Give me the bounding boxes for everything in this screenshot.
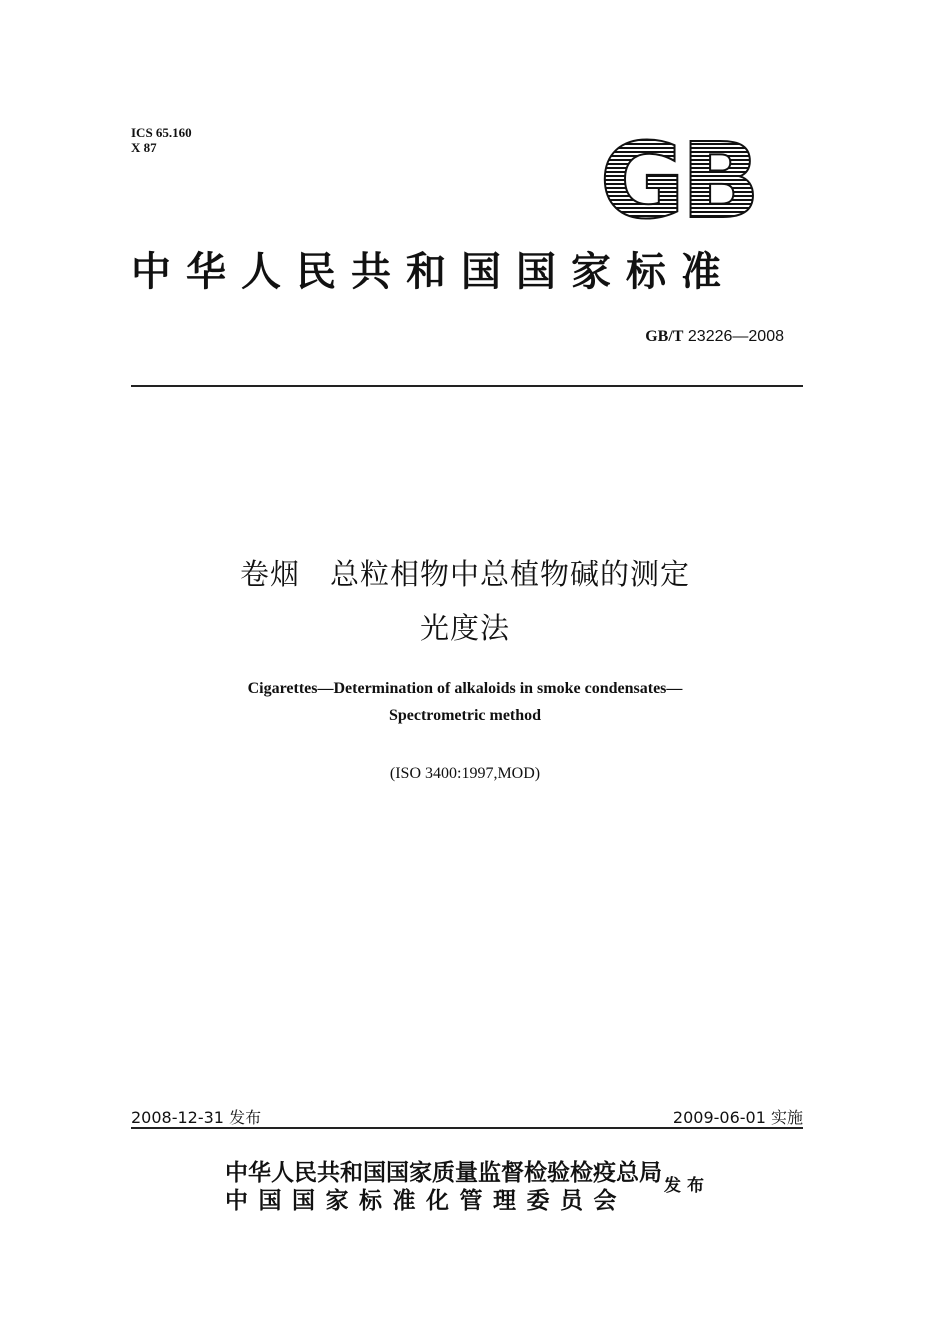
iso-reference: (ISO 3400:1997,MOD) [389, 765, 541, 782]
publish-label: 发布 [664, 1176, 710, 1196]
gb-logo [596, 135, 760, 223]
header-divider [131, 385, 803, 387]
standard-number [645, 328, 784, 346]
ics-code: ICS 65.160 [131, 125, 192, 140]
issuer-sac: 中国国家标准化管理委员会 [225, 1187, 627, 1214]
ccs-code: X 87 [131, 140, 157, 155]
english-title-line-2: Spectrometric method [388, 707, 542, 724]
standard-number-prefix: GB/T [645, 328, 684, 345]
standard-number-value: 23226—2008 [687, 328, 784, 345]
chinese-title-line-2: 光度法 [419, 611, 510, 645]
english-title-line-1: Cigarettes—Determination of alkaloids in smoke condensates— [247, 680, 683, 697]
gb-logo-text: GB [599, 135, 757, 223]
chinese-title-line-1: 卷烟 总粒相物中总植物碱的测定 [239, 557, 690, 591]
issue-date: 2008-12-31 发布 [131, 1108, 262, 1127]
national-standard-title: 中华人民共和国国家标准 [131, 248, 736, 295]
classification-codes [131, 125, 192, 155]
footer-divider [131, 1127, 803, 1129]
issuer-aqsiq: 中华人民共和国国家质量监督检验检疫总局 [225, 1159, 662, 1186]
implementation-date: 2009-06-01 实施 [672, 1108, 803, 1127]
